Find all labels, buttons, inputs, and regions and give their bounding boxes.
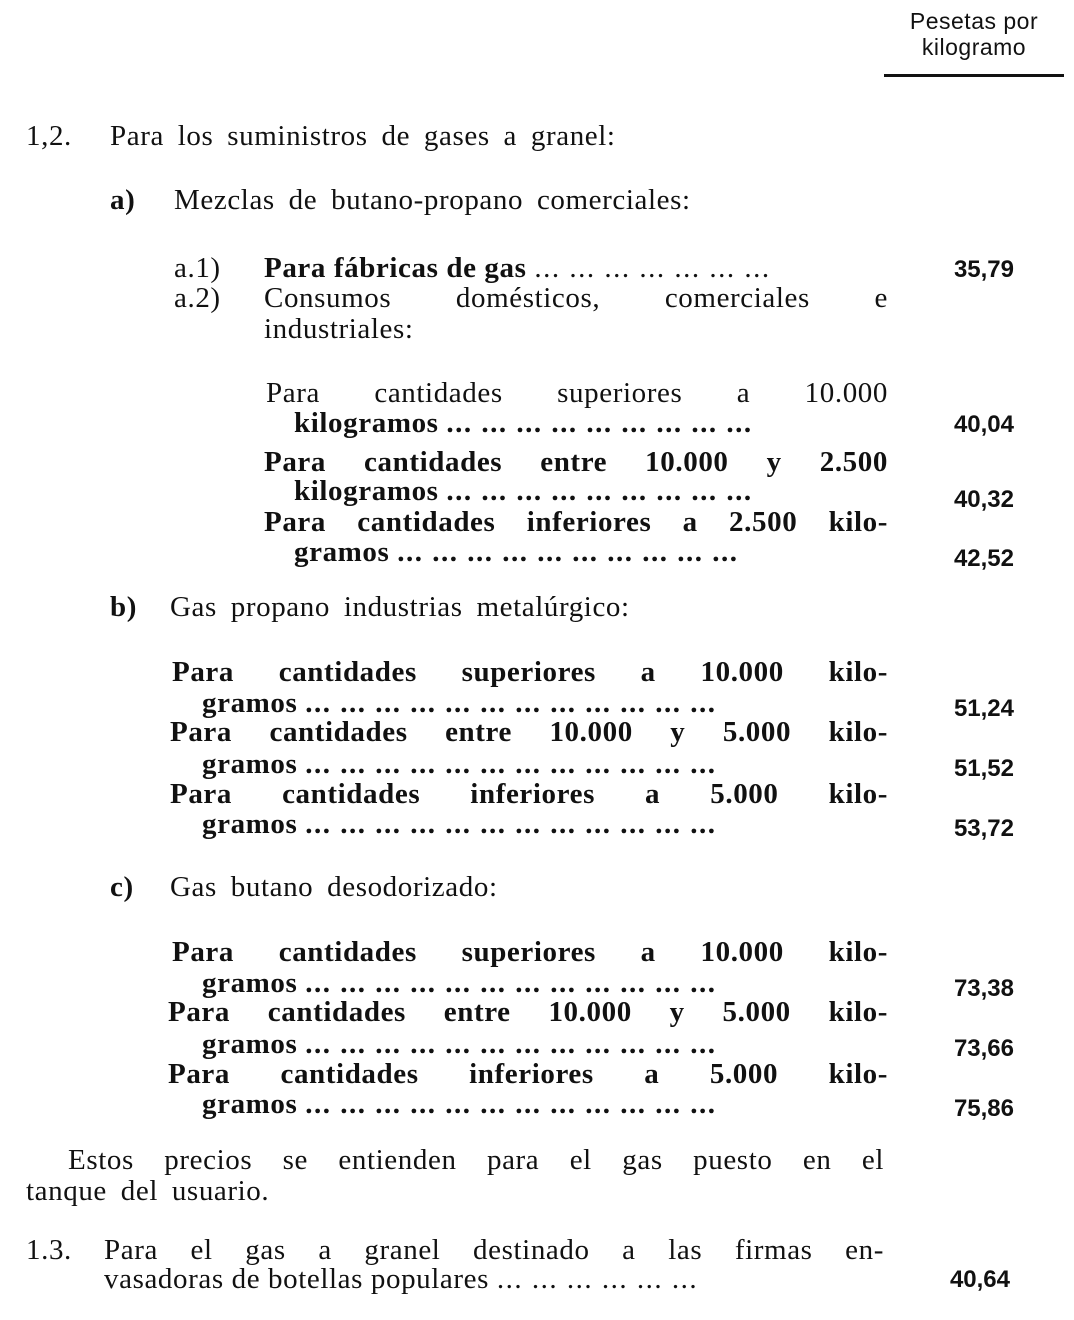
section-text: Para el gas a granel destinado a las firmas en- [104, 1234, 884, 1266]
item-label: a.1) [174, 252, 221, 284]
leader-dots: ... ... ... ... ... ... ... ... ... [446, 475, 753, 507]
item-text: kilogramos [294, 407, 439, 439]
line-item [202, 808, 717, 840]
item-text: gramos [202, 748, 298, 780]
leader-dots: ... ... ... ... ... ... ... ... ... ... ... ... [305, 687, 717, 719]
subsection-title: Mezclas de butano-propano comerciales: [174, 184, 691, 216]
item-text: kilogramos [294, 475, 439, 507]
line-item [294, 475, 753, 507]
section-text: vasadoras de botellas populares [104, 1263, 490, 1295]
leader-dots: ... ... ... ... ... ... [496, 1263, 699, 1295]
price-value: 51,24 [953, 695, 1014, 722]
line-item: Para cantidades superiores a 10.000 [266, 377, 888, 409]
item-text: gramos [202, 967, 298, 999]
line-item: Para cantidades superiores a 10.000 kilo- [172, 656, 888, 688]
item-text: gramos [202, 808, 298, 840]
line-item [264, 252, 771, 284]
item-label: a.2) [174, 282, 221, 314]
header-rule [884, 74, 1064, 77]
subsection-letter: a) [110, 184, 136, 216]
line-item [202, 967, 717, 999]
item-text: gramos [202, 1088, 298, 1120]
line-item: Para cantidades entre 10.000 y 2.500 [264, 446, 888, 478]
column-header-line2: kilogramo [921, 34, 1027, 60]
line-item: Para cantidades inferiores a 5.000 kilo- [168, 1058, 888, 1090]
line-item: Para cantidades entre 10.000 y 5.000 kilo- [170, 716, 888, 748]
price-value: 53,72 [953, 815, 1014, 842]
line-item [202, 1088, 717, 1120]
leader-dots: ... ... ... ... ... ... ... ... ... ... ... ... [305, 1028, 717, 1060]
price-value: 40,64 [949, 1266, 1010, 1293]
leader-dots: ... ... ... ... ... ... ... ... ... ... ... ... [305, 808, 717, 840]
section-number: 1,2. [26, 120, 72, 152]
leader-dots: ... ... ... ... ... ... ... [534, 252, 771, 284]
subsection-title: Gas propano industrias metalúrgico: [170, 591, 630, 623]
price-value: 40,04 [953, 411, 1014, 438]
price-value: 35,79 [953, 256, 1014, 283]
leader-dots: ... ... ... ... ... ... ... ... ... ... ... ... [305, 967, 717, 999]
leader-dots: ... ... ... ... ... ... ... ... ... ... ... ... [305, 748, 717, 780]
note-paragraph: tanque del usuario. [26, 1175, 270, 1207]
line-item: Para cantidades superiores a 10.000 kilo- [172, 936, 888, 968]
price-value: 73,38 [953, 975, 1014, 1002]
line-item: Para cantidades entre 10.000 y 5.000 kilo- [168, 996, 888, 1028]
line-item: Para cantidades inferiores a 5.000 kilo- [170, 778, 888, 810]
price-value: 40,32 [953, 486, 1014, 513]
subsection-title: Gas butano desodorizado: [170, 871, 498, 903]
item-text: gramos [202, 1028, 298, 1060]
section-number: 1.3. [26, 1234, 72, 1266]
item-text: Consumos domésticos, comerciales e [264, 282, 888, 314]
line-item [294, 407, 753, 439]
note-paragraph: Estos precios se entienden para el gas puesto en el [68, 1144, 884, 1176]
line-item [104, 1263, 698, 1295]
price-value: 73,66 [953, 1035, 1014, 1062]
item-text: Para fábricas de gas [264, 252, 527, 284]
price-value: 75,86 [953, 1095, 1014, 1122]
line-item [202, 1028, 717, 1060]
item-text: gramos [294, 536, 390, 568]
line-item [202, 748, 717, 780]
subsection-letter: b) [110, 591, 137, 623]
column-header [884, 8, 1064, 60]
price-value: 42,52 [953, 545, 1014, 572]
price-value: 51,52 [953, 755, 1014, 782]
item-text: gramos [202, 687, 298, 719]
leader-dots: ... ... ... ... ... ... ... ... ... ... ... ... [305, 1088, 717, 1120]
column-header-line1: Pesetas por [909, 8, 1039, 34]
subsection-letter: c) [110, 871, 134, 903]
line-item: Para cantidades inferiores a 2.500 kilo- [264, 506, 888, 538]
line-item [202, 687, 717, 719]
leader-dots: ... ... ... ... ... ... ... ... ... ... [397, 536, 739, 568]
section-title: Para los suministros de gases a granel: [110, 120, 616, 152]
line-item [294, 536, 739, 568]
item-text: industriales: [264, 313, 414, 345]
leader-dots: ... ... ... ... ... ... ... ... ... [446, 407, 753, 439]
